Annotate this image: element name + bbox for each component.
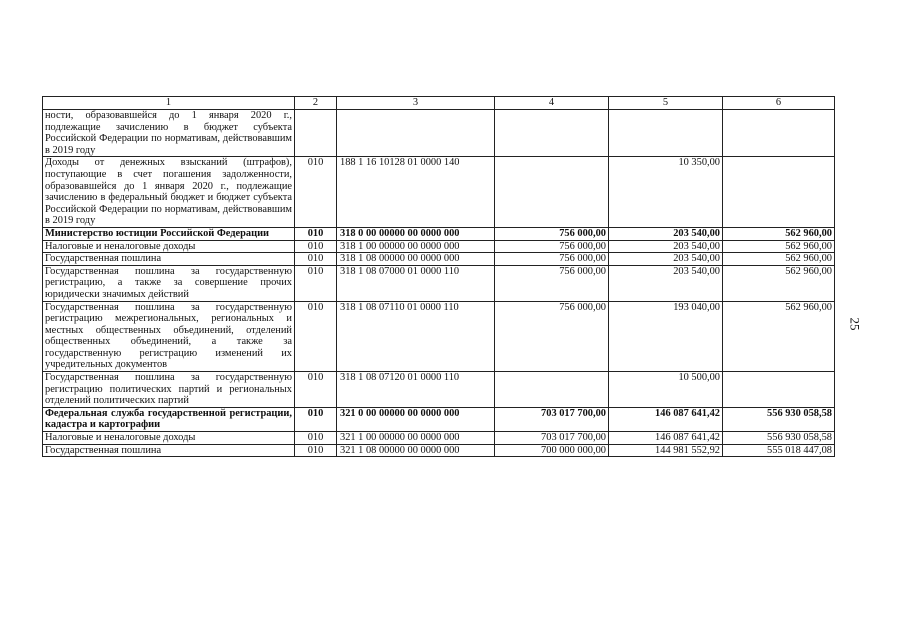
row-description: Государственная пошлина xyxy=(43,253,295,266)
row-admin-code: 010 xyxy=(295,265,337,301)
row-admin-code: 010 xyxy=(295,253,337,266)
table-row xyxy=(43,372,835,408)
row-budget-code xyxy=(337,110,495,157)
row-amount-col6: 562 960,00 xyxy=(723,301,835,372)
row-budget-code: 321 1 00 00000 00 0000 000 xyxy=(337,432,495,445)
row-amount-col5: 146 087 641,42 xyxy=(609,407,723,431)
table-row xyxy=(43,407,835,431)
column-number: 1 xyxy=(43,97,295,110)
row-admin-code: 010 xyxy=(295,444,337,457)
table-row xyxy=(43,432,835,445)
row-amount-col5: 10 500,00 xyxy=(609,372,723,408)
row-amount-col4: 703 017 700,00 xyxy=(495,432,609,445)
row-amount-col6: 562 960,00 xyxy=(723,253,835,266)
row-budget-code: 318 0 00 00000 00 0000 000 xyxy=(337,227,495,240)
row-amount-col5: 10 350,00 xyxy=(609,157,723,228)
row-description: ности, образовавшейся до 1 января 2020 г., подлежащие зачислению в бюджет субъекта Российской Федерации по нормативам, действовавшим в 2019 году xyxy=(43,110,295,157)
row-amount-col4: 756 000,00 xyxy=(495,240,609,253)
row-budget-code: 318 1 08 00000 00 0000 000 xyxy=(337,253,495,266)
column-number: 5 xyxy=(609,97,723,110)
table-row xyxy=(43,240,835,253)
row-description: Министерство юстиции Российской Федерации xyxy=(43,227,295,240)
row-amount-col5 xyxy=(609,110,723,157)
row-amount-col6 xyxy=(723,157,835,228)
row-admin-code: 010 xyxy=(295,240,337,253)
row-amount-col6: 556 930 058,58 xyxy=(723,407,835,431)
row-amount-col5: 203 540,00 xyxy=(609,265,723,301)
row-budget-code: 318 1 08 07000 01 0000 110 xyxy=(337,265,495,301)
row-amount-col6: 562 960,00 xyxy=(723,227,835,240)
row-amount-col4: 756 000,00 xyxy=(495,265,609,301)
row-admin-code xyxy=(295,110,337,157)
row-amount-col4: 756 000,00 xyxy=(495,227,609,240)
row-amount-col6 xyxy=(723,372,835,408)
row-description: Государственная пошлина за государственную регистрацию, а также за совершение прочих юридически значимых действий xyxy=(43,265,295,301)
row-budget-code: 318 1 08 07110 01 0000 110 xyxy=(337,301,495,372)
row-budget-code: 318 1 00 00000 00 0000 000 xyxy=(337,240,495,253)
row-amount-col4: 700 000 000,00 xyxy=(495,444,609,457)
row-amount-col6: 556 930 058,58 xyxy=(723,432,835,445)
row-admin-code: 010 xyxy=(295,432,337,445)
table-row xyxy=(43,265,835,301)
row-budget-code: 321 0 00 00000 00 0000 000 xyxy=(337,407,495,431)
row-admin-code: 010 xyxy=(295,301,337,372)
row-amount-col4 xyxy=(495,110,609,157)
row-admin-code: 010 xyxy=(295,157,337,228)
column-number-row xyxy=(43,97,835,110)
row-amount-col5: 144 981 552,92 xyxy=(609,444,723,457)
budget-table xyxy=(42,96,835,457)
row-amount-col6: 555 018 447,08 xyxy=(723,444,835,457)
table-row xyxy=(43,157,835,228)
row-admin-code: 010 xyxy=(295,372,337,408)
row-amount-col4: 756 000,00 xyxy=(495,301,609,372)
table-row xyxy=(43,444,835,457)
table-row xyxy=(43,253,835,266)
row-amount-col5: 203 540,00 xyxy=(609,240,723,253)
budget-table-page xyxy=(42,96,834,457)
table-row xyxy=(43,301,835,372)
row-amount-col4: 756 000,00 xyxy=(495,253,609,266)
row-budget-code: 321 1 08 00000 00 0000 000 xyxy=(337,444,495,457)
row-description: Налоговые и неналоговые доходы xyxy=(43,432,295,445)
row-amount-col6: 562 960,00 xyxy=(723,240,835,253)
row-description: Доходы от денежных взысканий (штрафов), поступающие в счет погашения задолженности, образовавшейся до 1 января 2020 г., подлежащие зачислению в федеральный бюджет и бюджет субъекта Российской Федерации по нормативам, действовавшим в 2019 году xyxy=(43,157,295,228)
page-number: 25 xyxy=(847,317,863,331)
row-budget-code: 188 1 16 10128 01 0000 140 xyxy=(337,157,495,228)
row-amount-col4 xyxy=(495,372,609,408)
row-amount-col4 xyxy=(495,157,609,228)
column-number: 2 xyxy=(295,97,337,110)
row-description: Федеральная служба государственной регистрации, кадастра и картографии xyxy=(43,407,295,431)
column-number: 4 xyxy=(495,97,609,110)
row-amount-col5: 193 040,00 xyxy=(609,301,723,372)
row-description: Государственная пошлина за государственную регистрацию межрегиональных, региональных и местных общественных объединений, отделений общественных объединений, а также за государственную регистрацию изменений их учредительных документов xyxy=(43,301,295,372)
row-amount-col5: 203 540,00 xyxy=(609,253,723,266)
row-budget-code: 318 1 08 07120 01 0000 110 xyxy=(337,372,495,408)
table-row xyxy=(43,110,835,157)
row-description: Государственная пошлина за государственную регистрацию политических партий и региональных отделений политических партий xyxy=(43,372,295,408)
row-amount-col4: 703 017 700,00 xyxy=(495,407,609,431)
column-number: 6 xyxy=(723,97,835,110)
row-amount-col6 xyxy=(723,110,835,157)
row-admin-code: 010 xyxy=(295,227,337,240)
row-description: Налоговые и неналоговые доходы xyxy=(43,240,295,253)
row-admin-code: 010 xyxy=(295,407,337,431)
row-amount-col6: 562 960,00 xyxy=(723,265,835,301)
table-row xyxy=(43,227,835,240)
row-amount-col5: 203 540,00 xyxy=(609,227,723,240)
row-description: Государственная пошлина xyxy=(43,444,295,457)
row-amount-col5: 146 087 641,42 xyxy=(609,432,723,445)
column-number: 3 xyxy=(337,97,495,110)
